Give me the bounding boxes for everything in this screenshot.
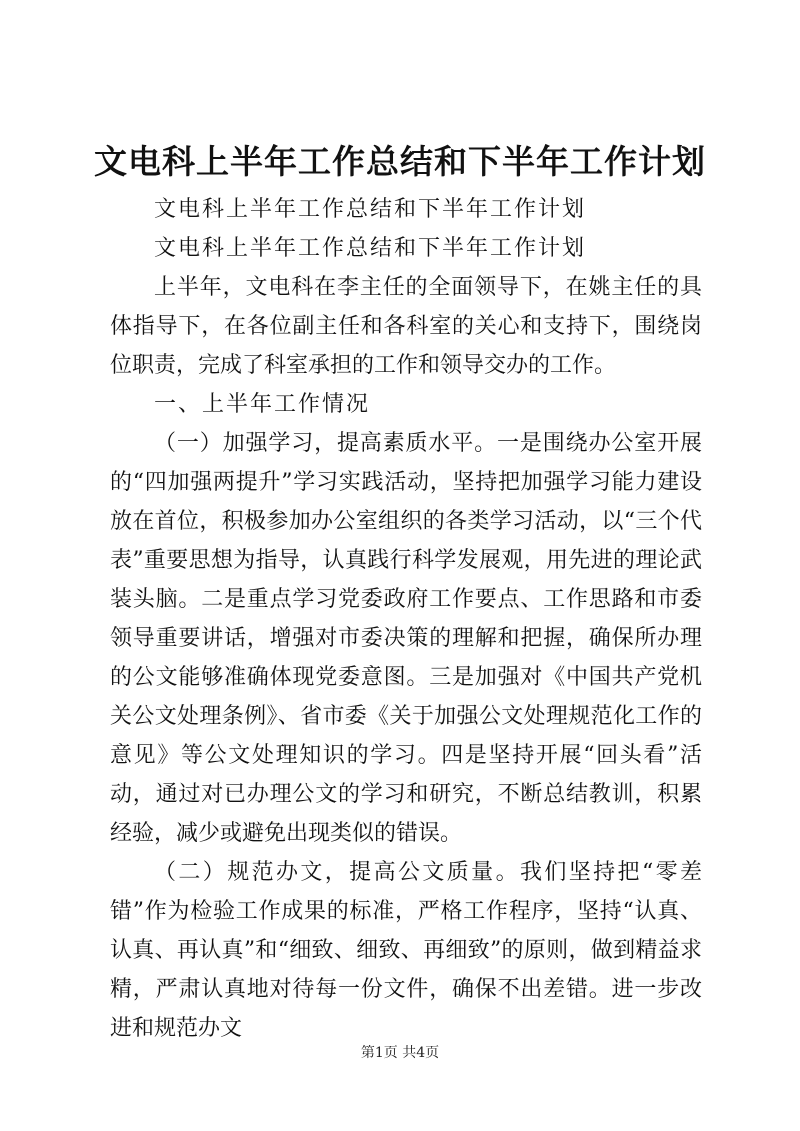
paragraph-standardize: （二）规范办文，提高公文质量。我们坚持把“零差错”作为检验工作成果的标准，严格工作程序，坚持“认真、认真、再认真”和“细致、细致、再细致”的原则，做到精益求精，严肃认真地对待每一份文件，确保不出差错。进一步改进和规范办文 bbox=[110, 860, 702, 1041]
paragraph-study: （一）加强学习，提高素质水平。一是围绕办公室开展的“四加强两提升”学习实践活动，坚持把加强学习能力建设放在首位，积极参加办公室组织的各类学习活动，以“三个代表”重要思想为指导，认真践行科学发展观，用先进的理论武装头脑。二是重点学习党委政府工作要点、工作思路和市委领导重要讲话，增强对市委决策的理解和把握，确保所办理的公文能够准确体现党委意图。三是加强对《中国共产党机关公文处理条例》、省市委《关于加强公文处理规范化工作的意见》等公文处理知识的学习。四是坚持开展“回头看”活动，通过对已办理公文的学习和研究，不断总结教训，积累经验，减少或避免出现类似的错误。 bbox=[110, 431, 702, 846]
paragraph-subtitle-2: 文电科上半年工作总结和下半年工作计划 bbox=[154, 236, 587, 261]
paragraph-subtitle-1: 文电科上半年工作总结和下半年工作计划 bbox=[154, 197, 587, 222]
document-body bbox=[110, 190, 702, 1048]
section-heading-1: 一、上半年工作情况 bbox=[154, 392, 371, 417]
page-footer: 第1页 共4页 bbox=[360, 1045, 440, 1061]
paragraph-intro: 上半年，文电科在李主任的全面领导下，在姚主任的具体指导下，在各位副主任和各科室的关心和支持下，围绕岗位职责，完成了科室承担的工作和领导交办的工作。 bbox=[110, 275, 702, 378]
document-title: 文电科上半年工作总结和下半年工作计划 bbox=[94, 142, 706, 181]
